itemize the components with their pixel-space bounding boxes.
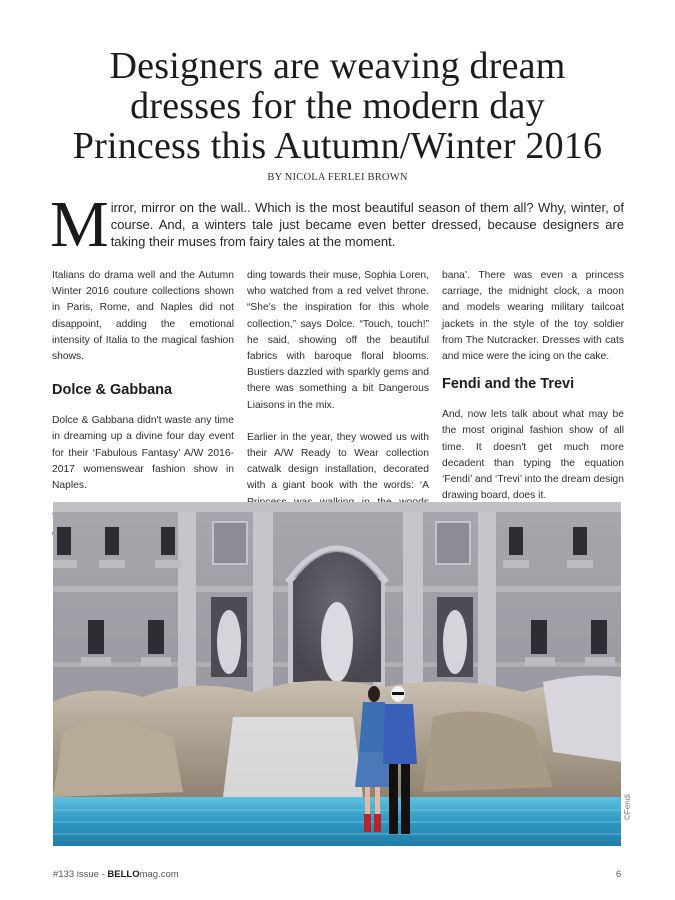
paragraph: Italians do drama well and the Autumn Winter 2016 couture collections shown in Paris, Rome, and Naples did not disappoint, adding the emotional intensity of Italia to the magical fashion shows. (52, 270, 234, 363)
headline-line: dresses for the modern day (130, 85, 545, 127)
footer-issue (53, 869, 179, 880)
paragraph: Dolce & Gabbana didn't waste any time in dreaming up a divine four day event for their ‘Fabulous Fantasy’ A/W 2016-2017 womenswear fashion show in Naples. (52, 415, 234, 492)
section-heading: Fendi and the Trevi (442, 376, 575, 393)
paragraph: And, now lets talk about what may be the most original fashion show of all time. It doesn't get much more decadent than typing the equation ‘Fendi’ and ‘Trevi’ into the dream design drawing board, does it. (442, 409, 624, 502)
brand-name: BELLO (107, 869, 140, 880)
headline (40, 46, 635, 166)
photo-illustration (53, 502, 621, 846)
brand-domain: mag.com (139, 869, 179, 880)
trevi-fountain-photo (53, 502, 621, 846)
issue-label: #133 issue - (53, 869, 108, 880)
headline-line: Designers are weaving dream (109, 45, 566, 87)
intro-paragraph (50, 188, 624, 261)
section-heading: Dolce & Gabbana (52, 382, 173, 399)
page-number: 6 (616, 869, 622, 880)
byline: BY NICOLA FERLEI BROWN (267, 172, 408, 183)
paragraph: bana’. There was even a princess carriage, the midnight clock, a moon and models wearing military tailcoat jackets in the style of the toy soldier from The Nutcracker. Dresses with cats and mice were the icing on the cake. (442, 270, 624, 363)
headline-line: Princess this Autumn/Winter 2016 (72, 125, 603, 167)
photo-credit: ©Fendi (623, 794, 632, 820)
intro-text: irror, mirror on the wall.. Which is the most beautiful season of them all? Why, winter, of course. And, a winters tale just became even better dressed, because designers are taking their muses from fairy tales at the moment. (110, 200, 624, 249)
paragraph: Earlier in the year, they wowed us with their A/W Ready to Wear collection catwalk design installation, decorated with a giant book with the words: ‘A (247, 431, 429, 492)
paragraph: ding towards their muse, Sophia Loren, who watched from a red velvet throne. “She's the inspiration for this whole collection,” says Dolce. “Touch, touch!” he said, showing off the beautiful fabrics with baroque floral blooms. Bustiers dazzled with sparkly gems and there was something a bit Dangerous Liaisons in the mix. (247, 270, 429, 411)
drop-cap: M (50, 188, 109, 261)
